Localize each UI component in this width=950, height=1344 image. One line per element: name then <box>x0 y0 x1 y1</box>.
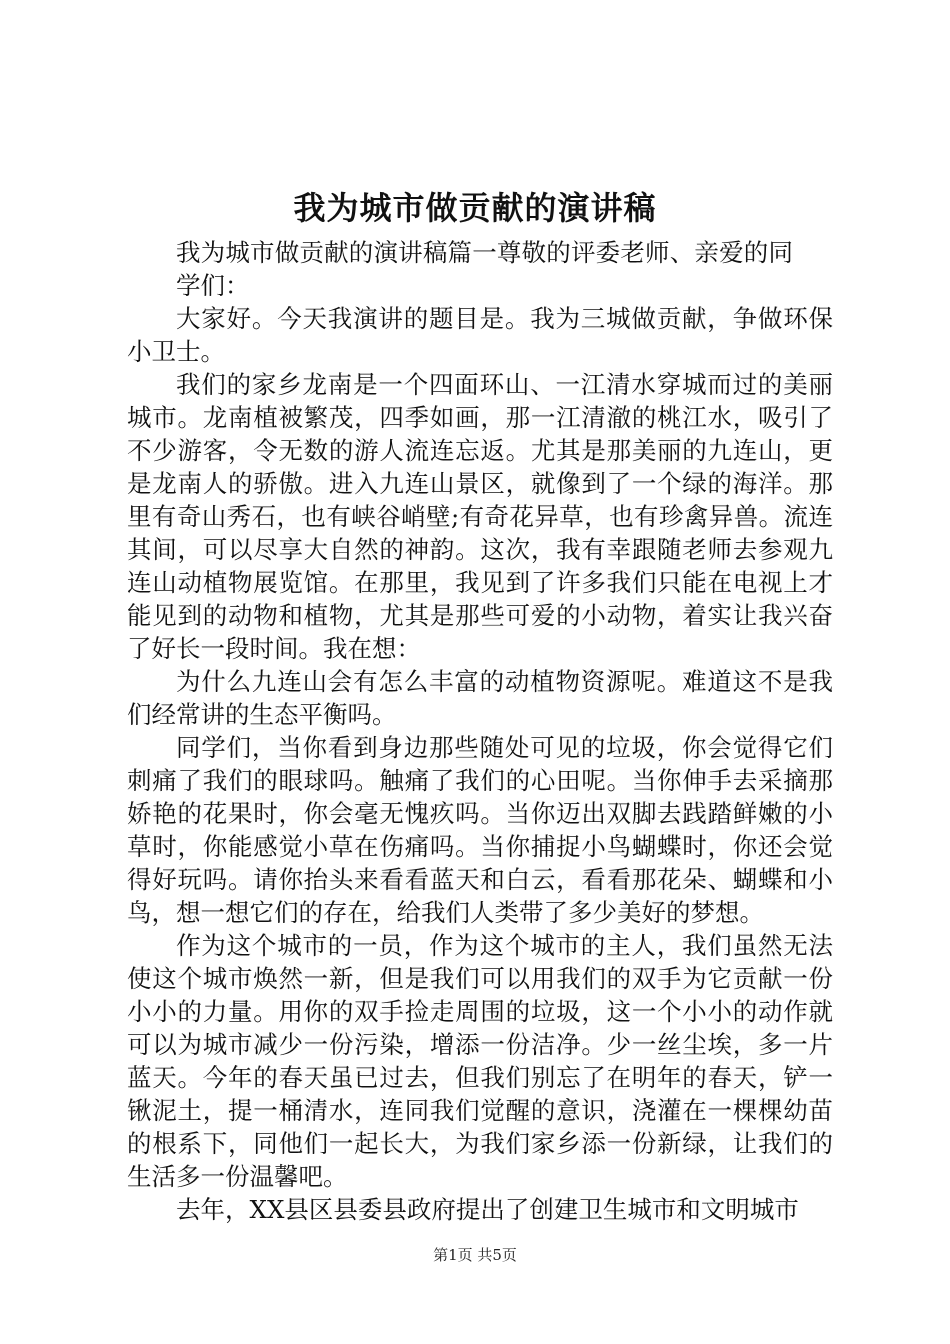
paragraph-2: 大家好。今天我演讲的题目是。我为三城做贡献，争做环保小卫士。 <box>127 304 833 366</box>
paragraph-1: 我为城市做贡献的演讲稿篇一尊敬的评委老师、亲爱的同学们： <box>176 238 793 300</box>
paragraph-3: 我们的家乡龙南是一个四面环山、一江清水穿城而过的美丽城市。龙南植被繁茂，四季如画，那一江清澈的桃江水，吸引了不少游客，令无数的游人流连忘返。尤其是那美丽的九连山，更是龙南人的骄傲。进入九连山景区，就像到了一个绿的海洋。那里有奇山秀石，也有峡谷峭壁;有奇花异草，也有珍禽异兽。流连其间，可以尽享大自然的神韵。这次，我有幸跟随老师去参观九连山动植物展览馆。在那里，我见到了许多我们只能在电视上才能见到的动物和植物，尤其是那些可爱的小动物，着实让我兴奋了好长一段时间。我在想： <box>127 370 833 663</box>
document-body <box>127 236 833 1226</box>
page-number-footer: 第1页 共5页 <box>433 1246 517 1264</box>
document-title: 我为城市做贡献的演讲稿 <box>293 189 657 227</box>
paragraph-4: 为什么九连山会有怎么丰富的动植物资源呢。难道这不是我们经常讲的生态平衡吗。 <box>127 667 833 729</box>
paragraph-6: 作为这个城市的一员，作为这个城市的主人，我们虽然无法使这个城市焕然一新，但是我们可以用我们的双手为它贡献一份小小的力量。用你的双手捡走周围的垃圾，这一个小小的动作就可以为城市减少一份污染，增添一份洁净。少一丝尘埃，多一片蓝天。今年的春天虽已过去，但我们别忘了在明年的春天，铲一锹泥土，提一桶清水，连同我们觉醒的意识，浇灌在一棵棵幼苗的根系下，同他们一起长大，为我们家乡添一份新绿，让我们的生活多一份温馨吧。 <box>127 931 833 1191</box>
paragraph-5: 同学们，当你看到身边那些随处可见的垃圾，你会觉得它们刺痛了我们的眼球吗。触痛了我们的心田呢。当你伸手去采摘那娇艳的花果时，你会毫无愧疚吗。当你迈出双脚去践踏鲜嫩的小草时，你能感觉小草在伤痛吗。当你捕捉小鸟蝴蝶时，你还会觉得好玩吗。请你抬头来看看蓝天和白云，看看那花朵、蝴蝶和小鸟，想一想它们的存在，给我们人类带了多少美好的梦想。 <box>127 733 833 927</box>
paragraph-7: 去年，XX县区县委县政府提出了创建卫生城市和文明城市 <box>176 1195 799 1224</box>
